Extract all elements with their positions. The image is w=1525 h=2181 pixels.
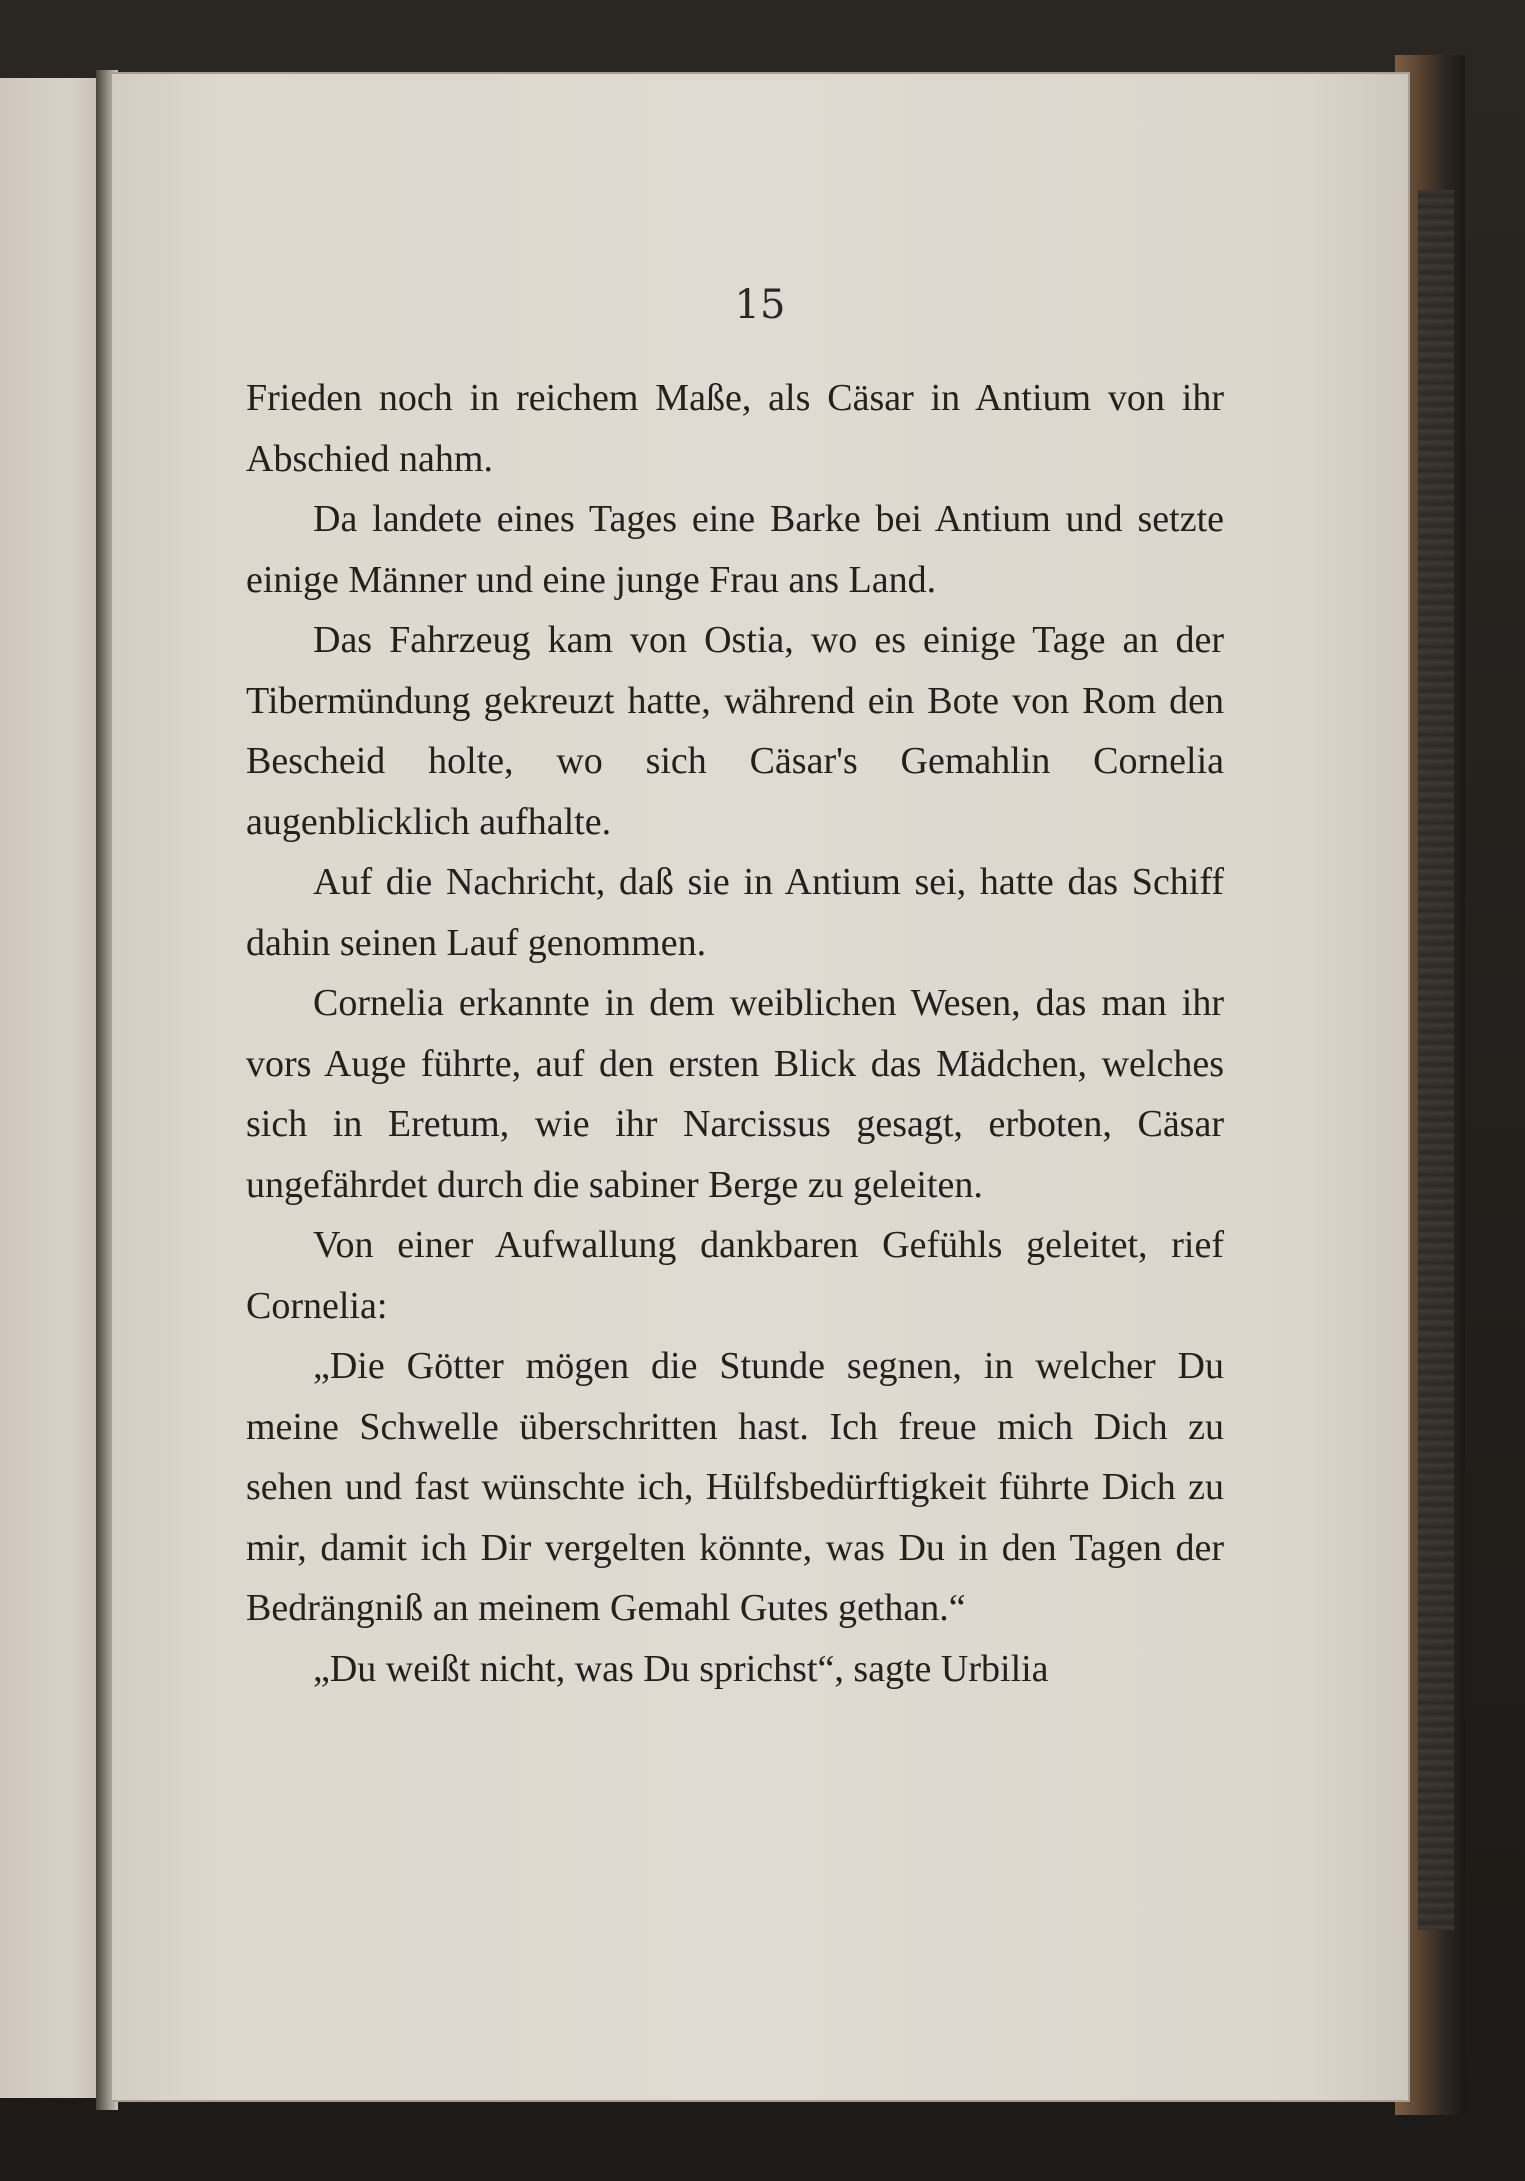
book-page [110,72,1410,2102]
left-page-edge [0,78,102,2098]
page-number: 15 [734,282,786,328]
paragraph: Frieden noch in reichem Maße, als Cäsar in Antium von ihr Abschied nahm. [246,377,1224,480]
paragraph: Von einer Aufwallung dankbaren Gefühls geleitet, rief Cornelia: [246,1224,1224,1327]
paragraph: Auf die Nachricht, daß sie in Antium sei, hatte das Schiff dahin seinen Lauf genommen. [246,861,1224,964]
paragraph: Da landete eines Tages eine Barke bei Antium und setzte einige Männer und eine junge Frau ans Land. [246,498,1224,601]
paragraph: Das Fahrzeug kam von Ostia, wo es einige Tage an der Tibermündung gekreuzt hatte, während ein Bote von Rom den Bescheid holte, wo sich Cäsar's Gemahlin Cornelia augenblicklich aufhalte. [246,619,1224,843]
page-text [246,368,1224,1699]
paragraph: Cornelia erkannte in dem weiblichen Wesen, das man ihr vors Auge führte, auf den ersten Blick das Mädchen, welches sich in Eretum, wie ihr Narcissus gesagt, erboten, Cäsar ungefährdet durch die sabiner Berge zu geleiten. [246,982,1224,1206]
paragraph: „Die Götter mögen die Stunde segnen, in welcher Du meine Schwelle überschritten hast. Ich freue mich Dich zu sehen und fast wünschte ich, Hülfsbedürftigkeit führte Dich zu mir, damit ich Dir vergelten könnte, was Du in den Tagen der Bedrängniß an meinem Gemahl Gutes gethan.“ [246,1345,1224,1629]
book-spine [1418,190,1454,1930]
paragraph: „Du weißt nicht, was Du sprichst“, sagte Urbilia [313,1647,1049,1690]
